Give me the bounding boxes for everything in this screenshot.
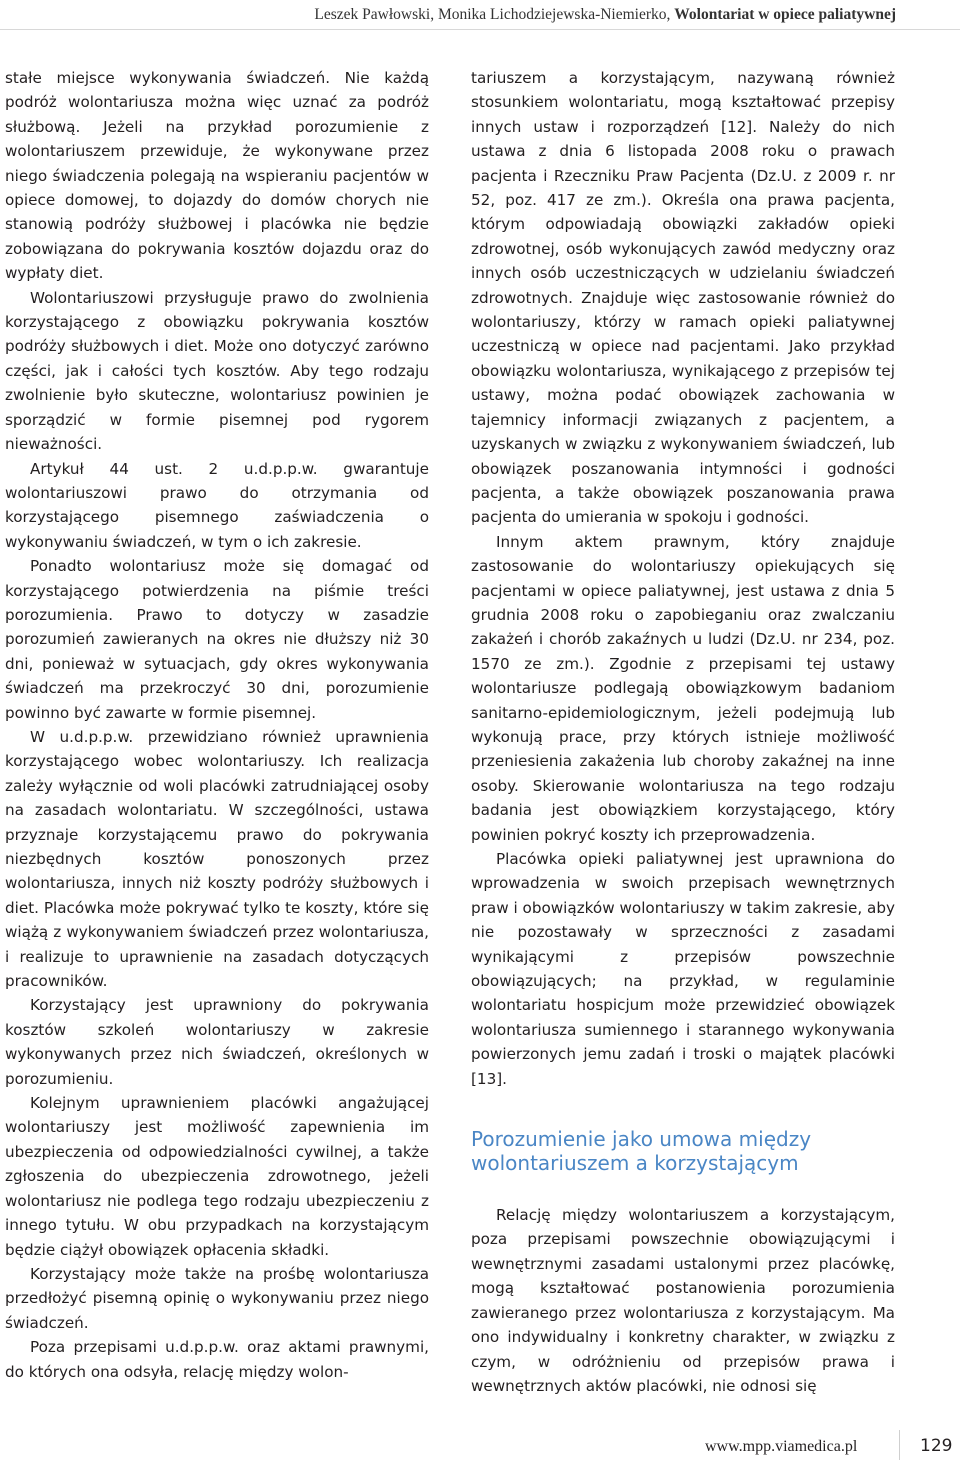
page-number: 129	[920, 1436, 953, 1456]
paragraph: Wolontariuszowi przysługuje prawo do zwolnienia korzystającego z obowiązku pokrywania kosztów podróży służbowych i diet. Może ono dotyczyć zarówno części, jak i całości tych kosztów. Aby tego rodzaju zwolnienie było skuteczne, wolontariusz powinien je sporządzić w formie pisemnej pod rygorem nieważności.	[5, 288, 429, 454]
paragraph: Innym aktem prawnym, który znajduje zastosowanie do wolontariuszy opiekujących się pacjentami w opiece paliatywnej, jest ustawa z dnia 5 grudnia 2008 roku o zapobieganiu oraz zwalczaniu zakażeń i chorób zakaźnych u ludzi (Dz.U. nr 234, poz. 1570 ze zm.). Zgodnie z przepisami tej ustawy wolontariusze podlegają obowiązkowym badaniom sanitarno-epidemiologicznym, jeżeli podejmują lub wykonują prace, przy których istnieje możliwość przeniesienia zakażenia lub choroby zakaźnej na inne osoby. Skierowanie wolontariusza na tego rodzaju badania jest obowiązkiem korzystającego, który powinien pokryć koszty ich przeprowadzenia.	[471, 532, 895, 844]
paragraph: Ponadto wolontariusz może się domagać od korzystającego potwierdzenia na piśmie treści porozumienia. Prawo to dotyczy w zasadzie porozumień zawieranych na okres nie dłuższy niż 30 dni, ponieważ w sytuacjach, gdy okres wykonywania świadczeń ma przekroczyć 30 dni, porozumienie powinno być zawarte w formie pisemnej.	[5, 557, 429, 722]
header-authors: Leszek Pawłowski, Monika Lichodziejewska-Niemierko,	[314, 6, 671, 23]
paragraph: Korzystający może także na prośbę wolontariusza przedłożyć pisemną opinię o wykonywaniu przez niego świadczeń.	[5, 1264, 429, 1332]
running-header	[0, 0, 960, 30]
paragraph: Relację między wolontariuszem a korzystającym, poza przepisami powszechnie obowiązującymi i wewnętrznymi zasadami ustalonymi przez placówkę, mogą kształtować postanowienia porozumienia zawieranego przez wolontariusza z korzystającym. Ma ono indywidualny i konkretny charakter, w związku z czym, w odróżnieniu od przepisów prawa i wewnętrznych aktów placówki, nie odnosi się	[471, 1206, 895, 1395]
paragraph: Korzystający jest uprawniony do pokrywania kosztów szkoleń wolontariuszy w zakresie wykonywanych przez nich świadczeń, określonych w porozumieniu.	[5, 996, 429, 1088]
paragraph: Kolejnym uprawnieniem placówki angażującej wolontariuszy jest możliwość zapewnienia im ubezpieczenia od odpowiedzialności cywilnej, a także zgłoszenia do ubezpieczenia zdrowotnego, jeżeli wolontariusz nie podlega tego rodzaju ubezpieczeniu z innego tytułu. W obu przypadkach na korzystającym będzie ciążył obowiązek opłacenia składki.	[5, 1094, 429, 1259]
paragraph: stałe miejsce wykonywania świadczeń. Nie każdą podróż wolontariusza można więc uznać za podróż służbową. Jeżeli na przykład porozumienie z wolontariuszem przewiduje, że wykonywane przez niego świadczenia polegają na wspieraniu pacjentów w opiece domowej, to dojazdy do domów chorych nie stanowią podróży służbowej i placówka nie będzie zobowiązana do pokrywania kosztów dojazdu oraz do wypłaty diet.	[5, 69, 429, 283]
right-column	[471, 66, 895, 1398]
paragraph: Placówka opieki paliatywnej jest uprawniona do wprowadzenia w swoich przepisach wewnętrznych praw i obowiązków wolontariuszy w takim zakresie, aby nie pozostawały w sprzeczności z zasadami wynikającymi z przepisów powszechnie obowiązujących; na przykład, w regulaminie wolontariatu hospicjum może przewidzieć obowiązek wolontariusza sumiennego i starannego wykonywania powierzonych jemu zadań i troski o majątek placówki [13].	[471, 850, 895, 1088]
paragraph: Poza przepisami u.d.p.p.w. oraz aktami prawnymi, do których ona odsyła, relację między wolon-	[5, 1338, 429, 1381]
paragraph: tariuszem a korzystającym, nazywaną również stosunkiem wolontariatu, mogą kształtować przepisy innych ustaw i rozporządzeń [12]. Należy do nich ustawa z dnia 6 listopada 2008 roku o prawach pacjenta i Rzeczniku Praw Pacjenta (Dz.U. z 2009 r. nr 52, poz. 417 ze zm.). Określa ona prawa pacjenta, którym odpowiadają obowiązki zakładów opieki zdrowotnej, osób wykonujących zawód medyczny oraz innych osób uczestniczących w udzielaniu świadczeń zdrowotnych. Znajduje więc zastosowanie również do wolontariuszy, którzy w ramach opieki paliatywnej uczestniczą w opiece nad pacjentami. Jako przykład obowiązku wolontariusza, wynikającego z przepisów tej ustawy, można podać obowiązek zachowania w tajemnicy informacji związanych z pacjentem, a uzyskanych w związku z wykonywaniem świadczeń, lub obowiązek poszanowania intymności i godności pacjenta, a także obowiązek poszanowania prawa pacjenta do umierania w spokoju i godności.	[471, 69, 895, 527]
paragraph: W u.d.p.p.w. przewidziano również uprawnienia korzystającego wobec wolontariuszy. Ich realizacja zależy wyłącznie od woli placówki zatrudniającej osoby na zasadach wolontariatu. W szczególności, ustawa przyznaje korzystającemu prawo do pokrywania niezbędnych kosztów ponoszonych przez wolontariusza, innych niż koszty podróży służbowych i diet. Placówka może pokrywać tylko te koszty, które się wiążą z wykonywaniem świadczeń przez wolontariusza, i realizuje to uprawnienie na zasadach dotyczących pracowników.	[5, 727, 429, 991]
paragraph: Artykuł 44 ust. 2 u.d.p.p.w. gwarantuje wolontariuszowi prawo do otrzymania od korzystającego pisemnego zaświadczenia o wykonywaniu świadczeń, w tym o ich zakresie.	[5, 459, 429, 551]
footer-url: www.mpp.viamedica.pl	[705, 1438, 858, 1455]
left-column	[5, 66, 429, 1384]
footer-divider	[899, 1430, 900, 1460]
header-title: Wolontariat w opiece paliatywnej	[674, 6, 896, 23]
section-heading: Porozumienie jako umowa między wolontariuszem a korzystającym	[471, 1127, 812, 1176]
